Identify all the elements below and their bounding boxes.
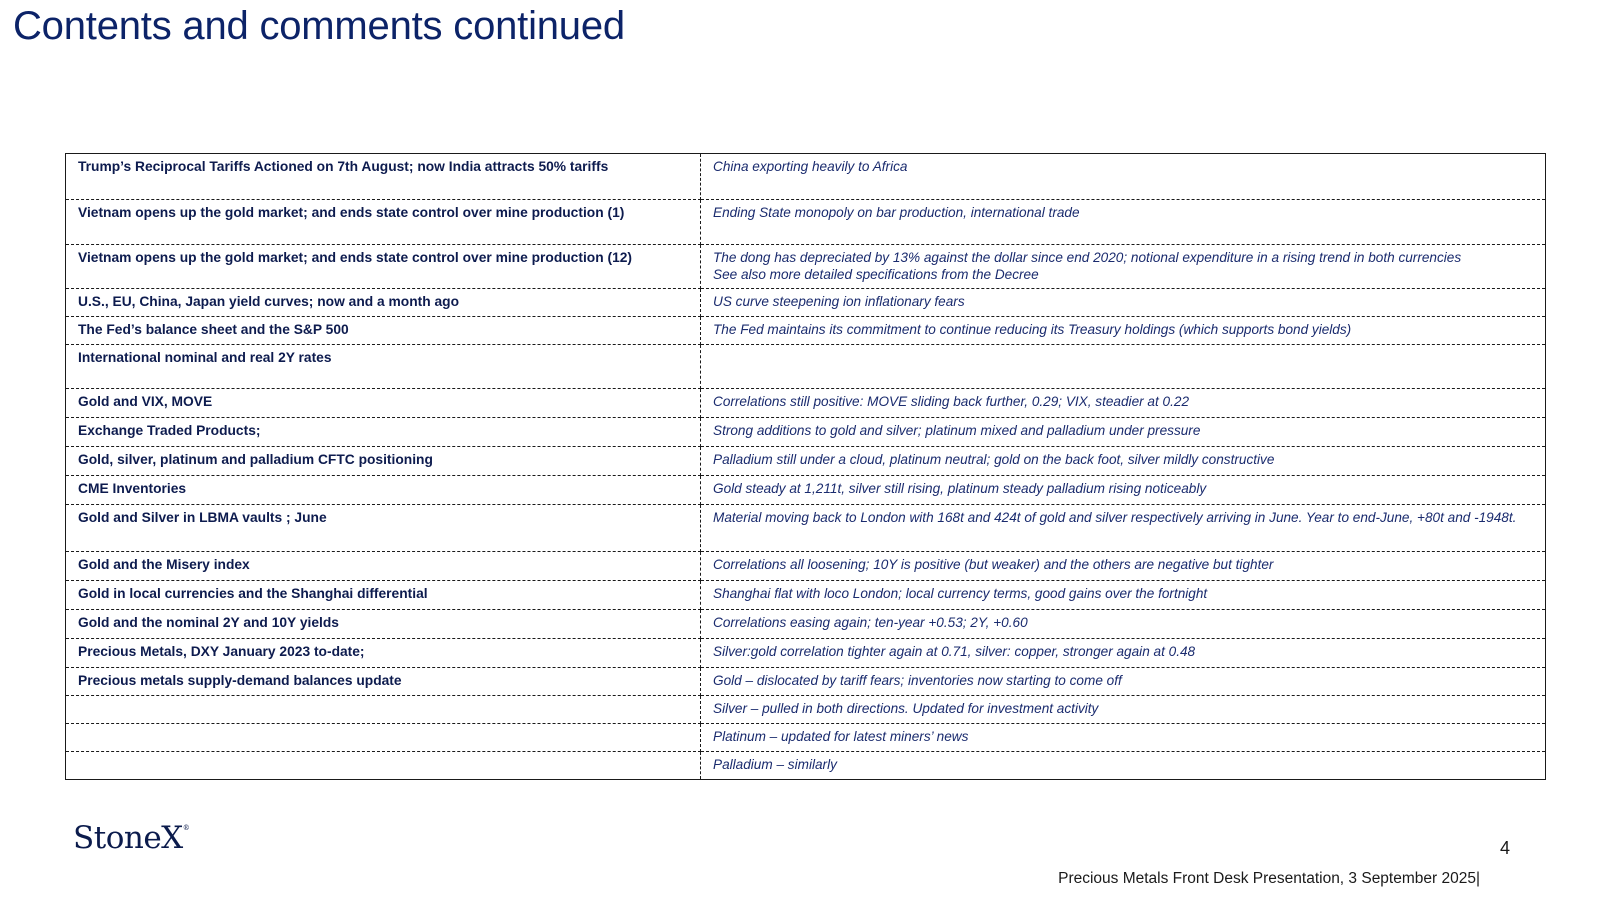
comment-line: Ending State monopoly on bar production, international trade bbox=[713, 205, 1080, 220]
comment-line: The dong has depreciated by 13% against the dollar since end 2020; notional expenditure in a rising trend in both currencies bbox=[713, 250, 1462, 265]
topic-cell bbox=[66, 696, 701, 724]
topic-cell: International nominal and real 2Y rates bbox=[66, 345, 701, 389]
topic-cell: The Fed’s balance sheet and the S&P 500 bbox=[66, 317, 701, 345]
comment-line: Palladium – similarly bbox=[713, 757, 837, 772]
topic-cell: U.S., EU, China, Japan yield curves; now and a month ago bbox=[66, 289, 701, 317]
table-row bbox=[66, 345, 1546, 389]
table-row bbox=[66, 154, 1546, 200]
topic-cell: Precious Metals, DXY January 2023 to-date; bbox=[66, 639, 701, 668]
comment-cell bbox=[701, 154, 1546, 200]
topic-cell: Trump’s Reciprocal Tariffs Actioned on 7th August; now India attracts 50% tariffs bbox=[66, 154, 701, 200]
comment-line: Correlations still positive: MOVE sliding back further, 0.29; VIX, steadier at 0.22 bbox=[713, 394, 1190, 409]
comment-cell bbox=[701, 552, 1546, 581]
topic-cell: Gold, silver, platinum and palladium CFTC positioning bbox=[66, 447, 701, 476]
page-number: 4 bbox=[1500, 838, 1511, 858]
topic-cell: Gold and VIX, MOVE bbox=[66, 389, 701, 418]
comment-line: The Fed maintains its commitment to continue reducing its Treasury holdings (which supports bond yields) bbox=[713, 322, 1352, 337]
comment-cell bbox=[701, 610, 1546, 639]
table-row bbox=[66, 752, 1546, 780]
comment-cell bbox=[701, 447, 1546, 476]
comment-cell bbox=[701, 668, 1546, 696]
topic-cell bbox=[66, 752, 701, 780]
comment-line: China exporting heavily to Africa bbox=[713, 159, 908, 174]
topic-cell: Vietnam opens up the gold market; and ends state control over mine production (1) bbox=[66, 200, 701, 245]
comment-cell bbox=[701, 345, 1546, 389]
topic-cell: CME Inventories bbox=[66, 476, 701, 505]
comment-line: Correlations all loosening; 10Y is positive (but weaker) and the others are negative but tighter bbox=[713, 557, 1274, 572]
comment-cell bbox=[701, 639, 1546, 668]
comment-cell bbox=[701, 581, 1546, 610]
topic-cell: Vietnam opens up the gold market; and ends state control over mine production (12) bbox=[66, 245, 701, 289]
topic-cell: Gold in local currencies and the Shanghai differential bbox=[66, 581, 701, 610]
table-row bbox=[66, 581, 1546, 610]
table-row bbox=[66, 317, 1546, 345]
table-row bbox=[66, 418, 1546, 447]
stonex-logo bbox=[73, 820, 190, 856]
comment-cell bbox=[701, 389, 1546, 418]
comment-line: Silver – pulled in both directions. Updated for investment activity bbox=[713, 701, 1099, 716]
contents-table-body bbox=[66, 154, 1546, 780]
table-row bbox=[66, 289, 1546, 317]
topic-cell: Gold and the Misery index bbox=[66, 552, 701, 581]
comment-line: Gold – dislocated by tariff fears; inventories now starting to come off bbox=[713, 673, 1122, 688]
comment-cell bbox=[701, 317, 1546, 345]
footer-caption: Precious Metals Front Desk Presentation, 3 September 2025| bbox=[1058, 870, 1480, 887]
comment-cell bbox=[701, 418, 1546, 447]
comment-line: Silver:gold correlation tighter again at 0.71, silver: copper, stronger again at 0.48 bbox=[713, 644, 1196, 659]
comment-cell bbox=[701, 752, 1546, 780]
comment-line: Platinum – updated for latest miners’ news bbox=[713, 729, 969, 744]
topic-cell: Exchange Traded Products; bbox=[66, 418, 701, 447]
comment-line: Shanghai flat with loco London; local currency terms, good gains over the fortnight bbox=[713, 586, 1208, 601]
table-row bbox=[66, 200, 1546, 245]
comment-line: See also more detailed specifications from the Decree bbox=[713, 266, 1039, 282]
table-row bbox=[66, 447, 1546, 476]
comment-line: Material moving back to London with 168t and 424t of gold and silver respectively arriving in June. Year to end-June, +80t and -1948t. bbox=[713, 510, 1517, 525]
comment-cell bbox=[701, 724, 1546, 752]
table-row bbox=[66, 505, 1546, 552]
registered-mark: ® bbox=[182, 824, 190, 832]
comment-cell bbox=[701, 200, 1546, 245]
slide-title: Contents and comments continued bbox=[13, 4, 625, 48]
comment-line: Correlations easing again; ten-year +0.53; 2Y, +0.60 bbox=[713, 615, 1028, 630]
comment-line: Gold steady at 1,211t, silver still rising, platinum steady palladium rising noticeably bbox=[713, 481, 1207, 496]
comment-line: US curve steepening ion inflationary fears bbox=[713, 294, 965, 309]
table-row bbox=[66, 668, 1546, 696]
table-row bbox=[66, 552, 1546, 581]
comment-cell bbox=[701, 505, 1546, 552]
topic-cell bbox=[66, 724, 701, 752]
comment-cell bbox=[701, 245, 1546, 289]
table-row bbox=[66, 610, 1546, 639]
topic-cell: Gold and Silver in LBMA vaults ; June bbox=[66, 505, 701, 552]
topic-cell: Gold and the nominal 2Y and 10Y yields bbox=[66, 610, 701, 639]
comment-cell bbox=[701, 289, 1546, 317]
comment-cell bbox=[701, 476, 1546, 505]
table-row bbox=[66, 245, 1546, 289]
topic-cell: Precious metals supply-demand balances update bbox=[66, 668, 701, 696]
comment-cell bbox=[701, 696, 1546, 724]
table-row bbox=[66, 639, 1546, 668]
table-row bbox=[66, 724, 1546, 752]
table-row bbox=[66, 476, 1546, 505]
comment-line: Palladium still under a cloud, platinum neutral; gold on the back foot, silver mildly constructive bbox=[713, 452, 1275, 467]
comment-line: Strong additions to gold and silver; platinum mixed and palladium under pressure bbox=[713, 423, 1201, 438]
logo-wordmark: StoneX bbox=[73, 820, 183, 856]
table-row bbox=[66, 389, 1546, 418]
table-row bbox=[66, 696, 1546, 724]
contents-table bbox=[65, 153, 1546, 780]
